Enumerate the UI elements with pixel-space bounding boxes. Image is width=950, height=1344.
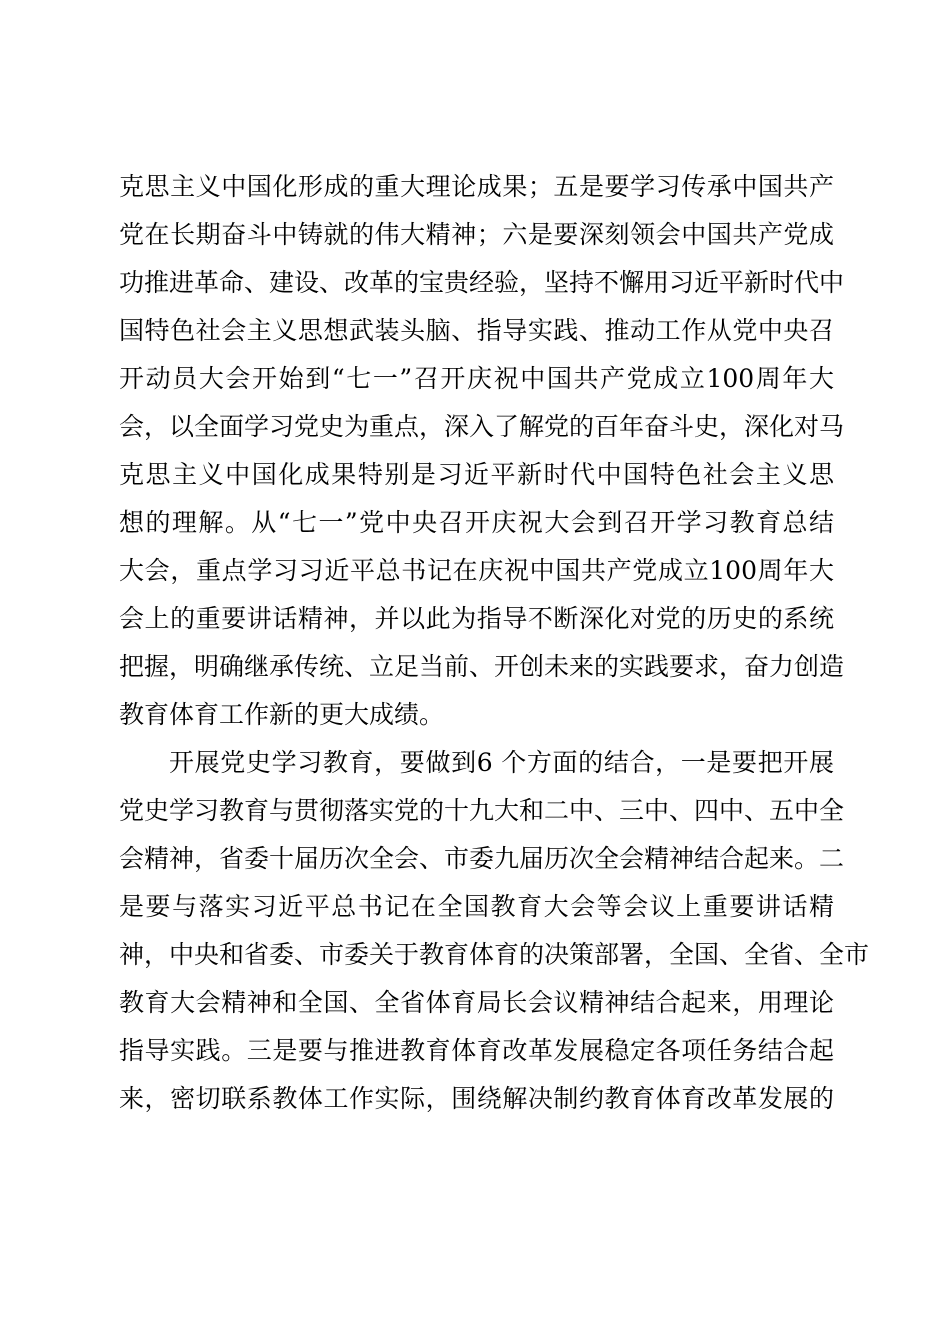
text-line: 克思主义中国化成果特别是习近平新时代中国特色社会主义思 — [119, 460, 834, 489]
text-line: 功推进革命、建设、改革的宝贵经验，坚持不懈用习近平新时代中 — [119, 268, 845, 297]
text-line: 指导实践。三是要与推进教育体育改革发展稳定各项任务结合起 — [119, 1036, 834, 1065]
text-line: 教育大会精神和全国、全省体育局长会议精神结合起来，用理论 — [119, 988, 834, 1017]
text-line: 国特色社会主义思想武装头脑、指导实践、推动工作从党中央召 — [119, 316, 834, 345]
text-line: 来，密切联系教体工作实际，围绕解决制约教育体育改革发展的 — [119, 1084, 834, 1113]
text-line: 是要与落实习近平总书记在全国教育大会等会议上重要讲话精 — [119, 892, 834, 921]
text-line: 克思主义中国化形成的重大理论成果；五是要学习传承中国共产 — [119, 172, 834, 201]
text-line: 会，以全面学习党史为重点，深入了解党的百年奋斗史，深化对马 — [119, 412, 845, 441]
text-line: 大会，重点学习习近平总书记在庆祝中国共产党成立100周年大 — [119, 556, 834, 585]
text-line: 想的理解。从“七一”党中央召开庆祝大会到召开学习教育总结 — [119, 508, 834, 537]
text-line: 教育体育工作新的更大成绩。 — [119, 700, 445, 729]
text-line: 党在长期奋斗中铸就的伟大精神；六是要深刻领会中国共产党成 — [119, 220, 834, 249]
text-line: 把握，明确继承传统、立足当前、开创未来的实践要求，奋力创造 — [119, 652, 845, 681]
text-line: 党史学习教育与贯彻落实党的十九大和二中、三中、四中、五中全 — [119, 796, 845, 825]
text-line: 开动员大会开始到“七一”召开庆祝中国共产党成立100周年大 — [119, 364, 834, 393]
text-line: 会上的重要讲话精神，并以此为指导不断深化对党的历史的系统 — [119, 604, 834, 633]
paragraph-first-line: 开展党史学习教育，要做到6 个方面的结合，一是要把开展 — [169, 748, 834, 777]
text-line: 神，中央和省委、市委关于教育体育的决策部署，全国、全省、全市 — [119, 940, 870, 969]
text-line: 会精神，省委十届历次全会、市委九届历次全会精神结合起来。二 — [119, 844, 845, 873]
